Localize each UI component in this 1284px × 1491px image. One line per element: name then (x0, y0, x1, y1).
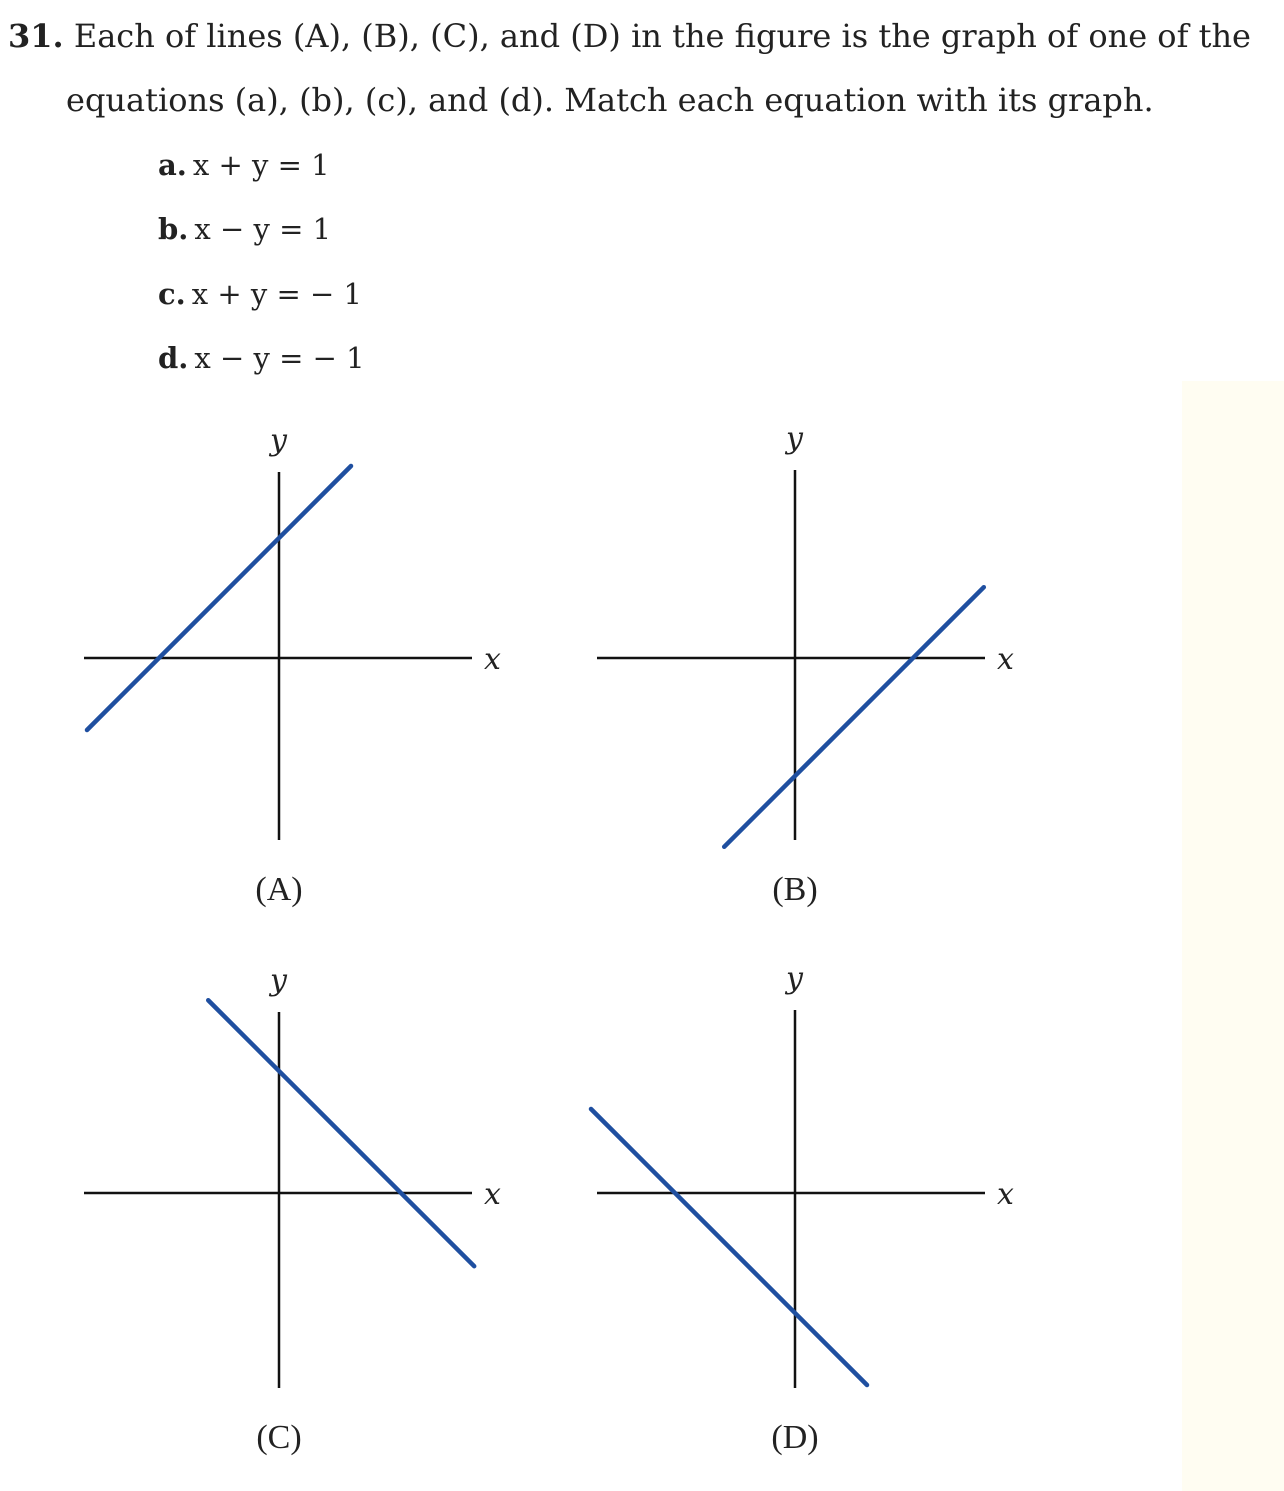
graph-d-x-label: x (997, 1177, 1014, 1212)
graph-d-line (591, 1109, 867, 1385)
graph-a-line (87, 466, 351, 730)
graph-b-label: (B) (772, 871, 818, 908)
graph-c-line (208, 1000, 474, 1266)
equation-text: x − y = − 1 (194, 341, 365, 375)
equation-text: x + y = − 1 (191, 277, 362, 311)
graph-c-y-label: y (270, 963, 287, 998)
graph-b-y-label: y (786, 421, 803, 456)
graph-b-x-label: x (997, 642, 1014, 677)
equation-label: a. (158, 148, 187, 182)
graph-a-x-label: x (484, 642, 501, 677)
problem-statement-line2: equations (a), (b), (c), and (d). Match each equation with its graph. (66, 81, 1154, 119)
equation-text: x − y = 1 (194, 212, 332, 246)
graph-a-y-label: y (270, 423, 287, 458)
equation-label: c. (158, 277, 186, 311)
equation-label: d. (158, 341, 189, 375)
graph-a-label: (A) (255, 871, 303, 908)
problem-text-line1: Each of lines (A), (B), (C), and (D) in the figure is the graph of one of the (73, 17, 1251, 55)
graph-d-y-label: y (786, 961, 803, 996)
problem-number: 31. (8, 17, 64, 55)
graph-c-label: (C) (256, 1419, 302, 1456)
graph-c-x-label: x (484, 1177, 501, 1212)
graph-d-label: (D) (771, 1419, 819, 1456)
graph-b-line (724, 587, 984, 847)
equation-text: x + y = 1 (192, 148, 330, 182)
equation-label: b. (158, 212, 189, 246)
